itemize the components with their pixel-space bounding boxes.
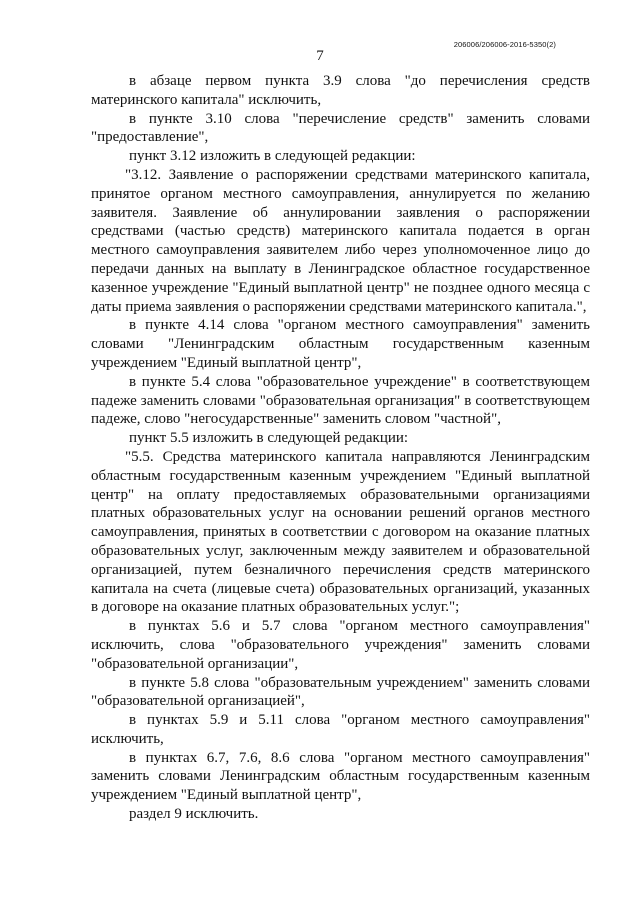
paragraph-clause-3-12-intro: пункт 3.12 изложить в следующей редакции: [129, 148, 416, 165]
paragraph-clauses-5-6-5-7: в пунктах 5.6 и 5.7 слова "органом местного самоуправления" исключить, слова "образовательного учреждения" заменить словами "образовательной организации", [91, 618, 590, 672]
paragraph-clause-4-14: в пункте 4.14 слова "органом местного самоуправления" заменить словами "Ленинградским областным государственным казенным учреждением "Единый выплатной центр", [91, 317, 590, 371]
page-number: 7 [316, 48, 324, 64]
paragraph-clause-3-12-text: "3.12. Заявление о распоряжении средствами материнского капитала, принятое органом местного самоуправления, аннулируется по желанию заявителя. Заявление об аннулировании заявления о распоряжении средствами (частью средств) материнского капитала подается в орган местного самоуправления заявителем либо через уполномоченное лицо до передачи данных на выплату в Ленинградское областное государственное казенное учреждение "Единый выплатной центр" не позднее одного месяца с даты приема заявления о распоряжении средствами материнского капитала.", [91, 166, 590, 315]
paragraph-section-9: раздел 9 исключить. [129, 806, 259, 823]
paragraph-clause-5-4: в пункте 5.4 слова "образовательное учреждение" в соответствующем падеже заменить словами "образовательная организация" в соответствующем падеже, слово "негосударственные" заменить словом "частной", [91, 373, 590, 428]
document-registration-number: 206006/206006-2016-5350(2) [453, 40, 556, 49]
paragraph-clauses-5-9-5-11: в пунктах 5.9 и 5.11 слова "органом местного самоуправления" исключить, [91, 712, 590, 747]
document-body [91, 72, 590, 824]
paragraph-clause-3-10: в пункте 3.10 слова "перечисление средств" заменить словами "предоставление", [91, 110, 590, 146]
paragraph-clause-5-5-text: "5.5. Средства материнского капитала направляются Ленинградским областным государственным казенным учреждением "Единый выплатной центр" на оплату предоставляемых образовательными организациями платных образовательных услуг на основании решений органов местного самоуправления, принятых в соответствии с договором на оказание платных образовательных услуг, заключенным между заявителем и образовательной организацией, путем безналичного перечисления средств материнского капитала на счета (лицевые счета) образовательных организаций, указанных в договоре на оказание платных образовательных услуг."; [91, 448, 590, 616]
paragraph-clauses-6-7-7-6-8-6: в пунктах 6.7, 7.6, 8.6 слова "органом местного самоуправления" заменить словами Ленинградским областным государственным казенным учреждением "Единый выплатной центр", [91, 749, 590, 804]
paragraph-clause-5-5-intro: пункт 5.5 изложить в следующей редакции: [129, 430, 409, 447]
paragraph-clause-5-8: в пункте 5.8 слова "образовательным учреждением" заменить словами "образовательной организацией", [91, 674, 590, 710]
paragraph-clause-3-9: в абзаце первом пункта 3.9 слова "до перечисления средств материнского капитала" исключить, [91, 73, 590, 108]
